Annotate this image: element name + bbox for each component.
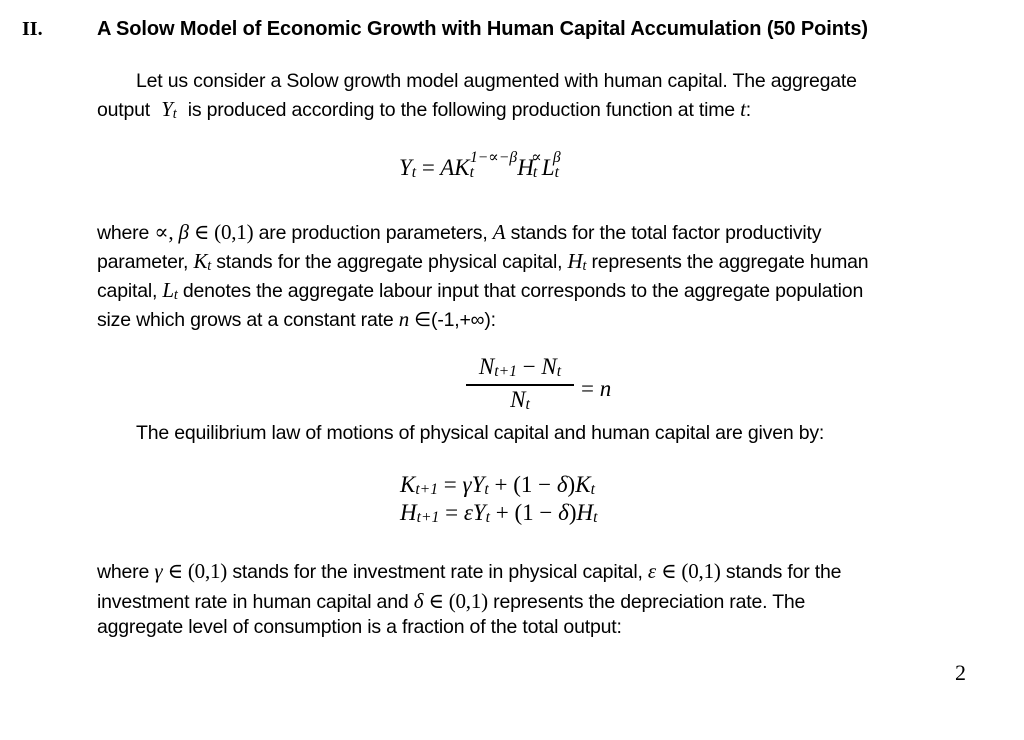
human-capital-equation: $H_{t+1} = \varepsilon Y_t + (1 - \delta)H_t$ [400,500,598,527]
params-line-3: capital, $L_t$ denotes the aggregate labour input that corresponds to the aggregate population [97,278,864,304]
section-number: II. [22,18,43,40]
intro-line-2: output $Y_t$ is produced according to the following production function at time t: [97,97,751,123]
params-line-1: where ∝, β ∈ (0,1) are production parameters, A stands for the total factor productivity [97,220,822,244]
population-growth-rhs: = n [581,376,612,401]
rates-line-2: investment rate in human capital and δ ∈ (0,1) represents the depreciation rate. The [97,589,806,613]
production-function-equation: $Y_t = AK_t^{1-\propto-\beta}H_t^\propto L_t^\beta$ [399,149,561,182]
page-number: 2 [955,660,966,685]
params-line-2: parameter, $K_t$ stands for the aggregate physical capital, $H_t$ represents the aggregate human [97,249,869,275]
intro-line-1: Let us consider a Solow growth model augmented with human capital. The aggregate [136,70,857,92]
rates-line-3: aggregate level of consumption is a fraction of the total output: [97,616,622,638]
population-growth-fraction: $N_{t+1} - N_t$ $N_t$ [466,352,574,413]
section-title: A Solow Model of Economic Growth with Human Capital Accumulation (50 Points) [97,18,868,40]
physical-capital-equation: $K_{t+1} = \gamma Y_t + (1 - \delta)K_t$ [400,472,595,499]
params-line-4: size which grows at a constant rate n ∈(-1,+∞): [97,307,496,331]
rates-line-1: where γ ∈ (0,1) stands for the investment rate in physical capital, ε ∈ (0,1) stands for the [97,559,842,583]
equilibrium-intro: The equilibrium law of motions of physical capital and human capital are given by: [136,422,825,444]
